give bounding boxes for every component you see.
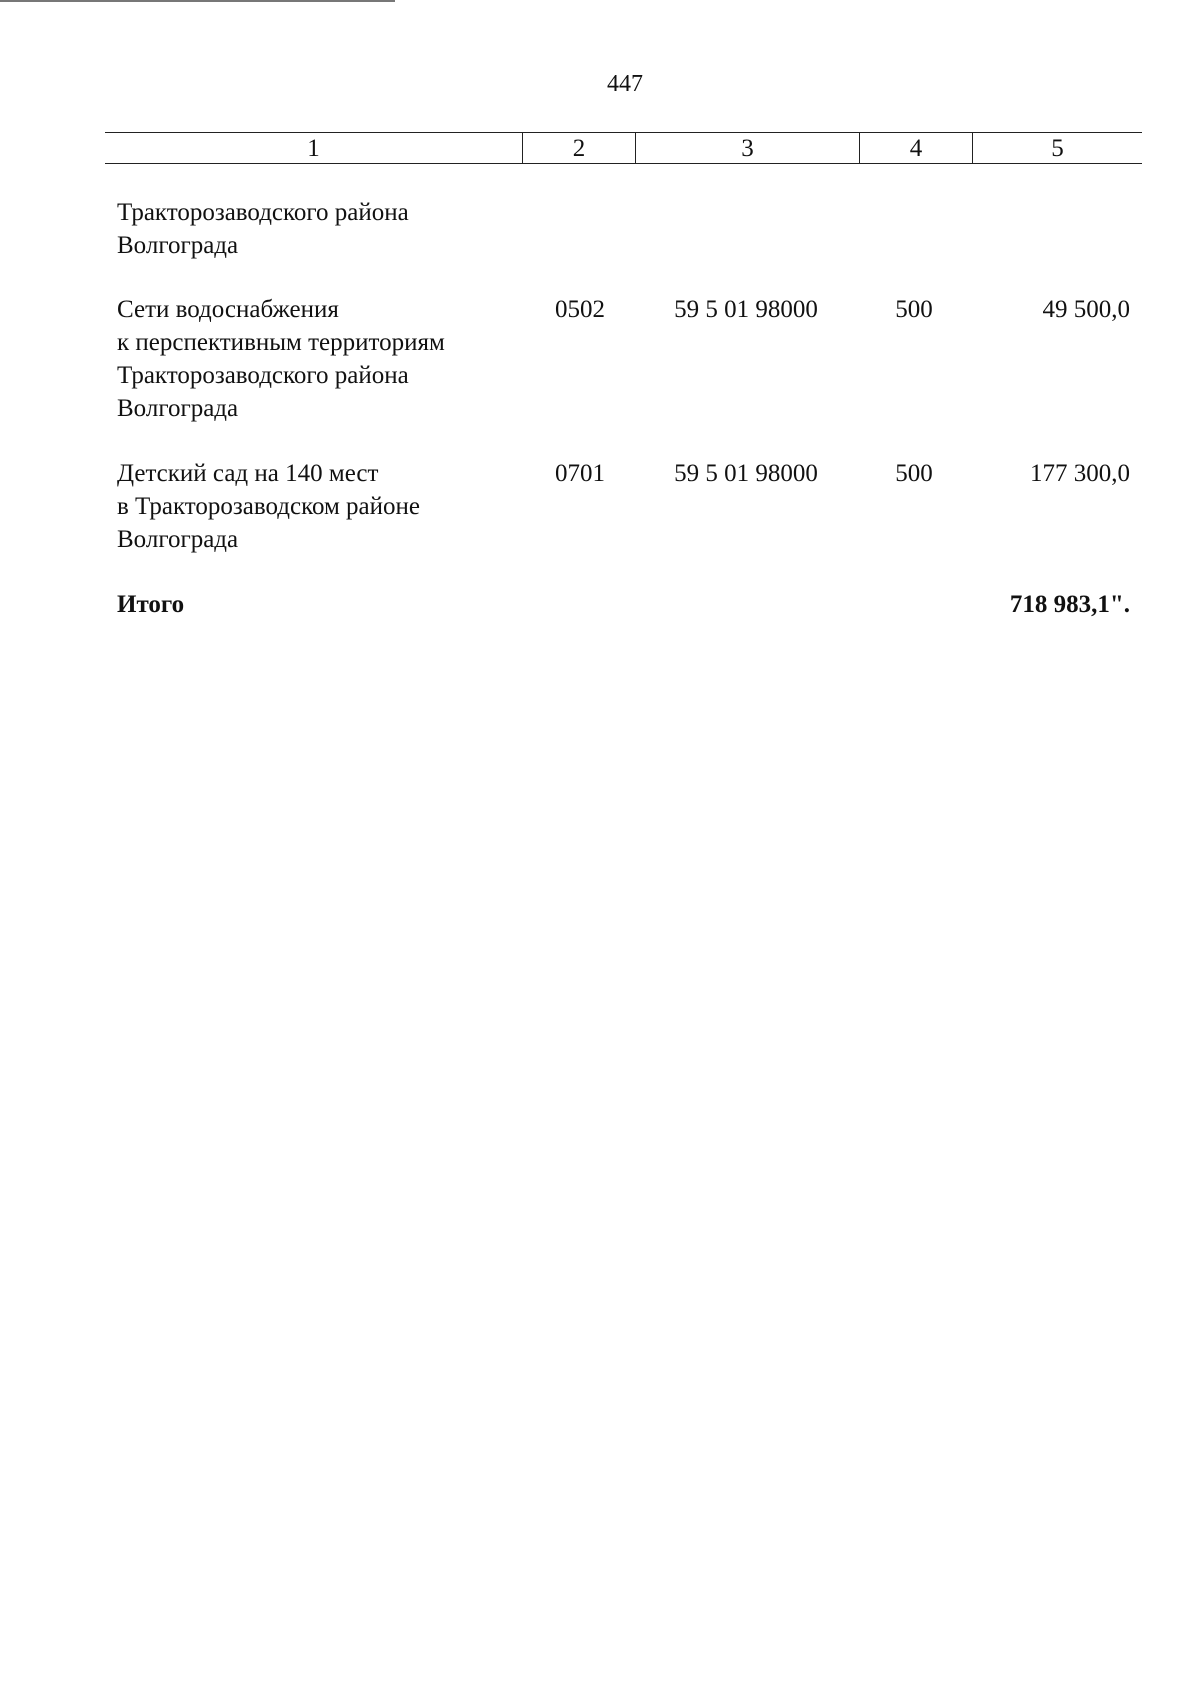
row-section-code: 0701: [555, 460, 605, 487]
row-expense-type: 500: [895, 460, 933, 487]
row-name-line: к перспективным территориям: [117, 329, 445, 356]
header-col-4: 4: [860, 133, 973, 164]
row-section-code: 0502: [555, 296, 605, 323]
row-name: [117, 196, 537, 262]
row-amount: 177 300,0: [1030, 460, 1130, 487]
row-name-line: Детский сад на 140 мест: [117, 460, 379, 487]
row-name-line: Волгограда: [117, 526, 239, 553]
row-target-item: 59 5 01 98000: [674, 460, 818, 487]
header-col-3: 3: [636, 133, 860, 164]
row-name-line: Волгограда: [117, 232, 239, 259]
row-name-line: Тракторозаводского района: [117, 199, 409, 226]
total-label: Итого: [117, 591, 185, 618]
header-col-2: 2: [523, 133, 636, 164]
row-name-line: в Тракторозаводском районе: [117, 493, 421, 520]
page-number: 447: [607, 71, 643, 97]
row-name-line: Сети водоснабжения: [117, 296, 339, 323]
row-expense-type: 500: [895, 296, 933, 323]
scan-edge-line: [0, 0, 395, 2]
row-name: [117, 457, 537, 556]
total-amount: 718 983,1".: [1009, 591, 1130, 618]
row-target-item: 59 5 01 98000: [674, 296, 818, 323]
row-name: [117, 293, 537, 425]
header-col-1: 1: [105, 133, 523, 164]
row-name-line: Тракторозаводского района: [117, 362, 409, 389]
row-name-line: Волгограда: [117, 395, 239, 422]
table-header: [105, 132, 1142, 164]
header-col-5: 5: [1051, 135, 1064, 162]
row-amount: 49 500,0: [1042, 296, 1130, 323]
